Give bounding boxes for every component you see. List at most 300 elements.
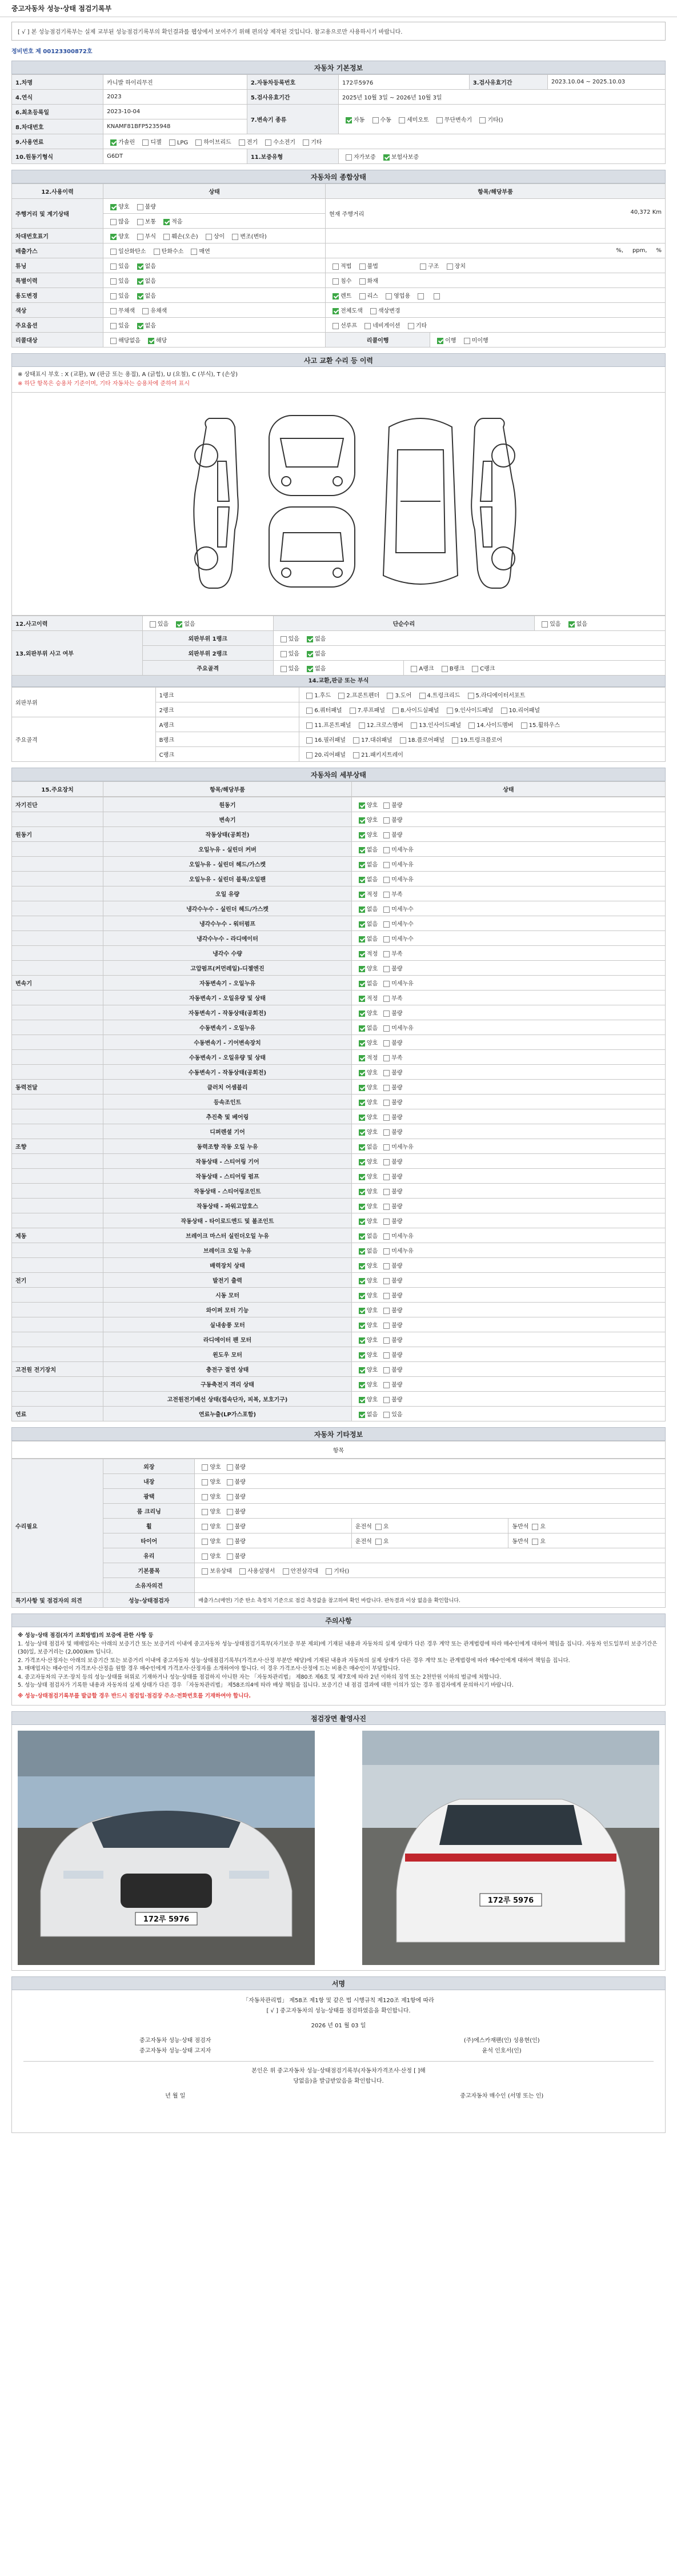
option-label: 미세누유	[391, 981, 414, 987]
checkbox[interactable]	[383, 1115, 390, 1121]
checkbox[interactable]	[137, 234, 143, 240]
checkbox[interactable]	[383, 1055, 390, 1061]
car-left-side	[194, 418, 238, 588]
checkbox[interactable]	[202, 1524, 208, 1530]
checkbox[interactable]	[359, 1174, 365, 1180]
checkbox[interactable]	[383, 1263, 390, 1269]
option-label: 불량	[391, 1100, 403, 1106]
checkbox[interactable]	[359, 1293, 365, 1299]
checkbox[interactable]	[442, 666, 448, 672]
checkbox[interactable]	[154, 249, 160, 255]
checkbox[interactable]	[307, 651, 313, 657]
checkbox[interactable]	[359, 951, 365, 957]
checkbox[interactable]	[359, 278, 366, 285]
option-label: 장치	[454, 263, 466, 270]
checkbox[interactable]	[227, 1539, 233, 1545]
option-label: 불량	[391, 1189, 403, 1195]
option-label: 미세누유	[391, 877, 414, 883]
checkbox[interactable]	[232, 234, 238, 240]
checkbox[interactable]	[359, 966, 365, 972]
detail-group-label	[12, 1020, 103, 1035]
checkbox[interactable]	[359, 1040, 365, 1047]
checkbox[interactable]	[383, 1412, 390, 1418]
checkbox[interactable]	[202, 1494, 208, 1500]
pos-label: 운전석	[355, 1524, 372, 1530]
check-number-value: 00123300872호	[43, 49, 93, 55]
option-label: 양호	[366, 1219, 378, 1225]
checkbox[interactable]	[359, 1367, 365, 1373]
checkbox[interactable]	[383, 1382, 390, 1388]
option-label: 적정	[366, 892, 378, 898]
option-label: 미세누유	[391, 1233, 414, 1240]
checkbox[interactable]	[447, 708, 453, 714]
checkbox[interactable]	[359, 1219, 365, 1225]
checkbox[interactable]	[383, 1011, 390, 1017]
option-label: 없음	[366, 981, 378, 987]
checkbox[interactable]	[383, 1248, 390, 1255]
option-label: 불량	[234, 1464, 246, 1471]
checkbox[interactable]	[437, 338, 443, 344]
checkbox[interactable]	[191, 249, 197, 255]
detail-group-label	[12, 812, 103, 827]
checkbox[interactable]	[346, 154, 352, 161]
checkbox[interactable]	[359, 1100, 365, 1106]
option-label: 적정	[366, 1055, 378, 1061]
checkbox[interactable]	[383, 847, 390, 853]
checkbox[interactable]	[383, 951, 390, 957]
checkbox[interactable]	[479, 117, 486, 123]
checkbox[interactable]	[359, 1308, 365, 1314]
option-detail	[326, 318, 666, 333]
checkbox[interactable]	[375, 1539, 382, 1545]
checkbox[interactable]	[359, 996, 365, 1002]
checkbox[interactable]	[383, 892, 390, 898]
checkbox[interactable]	[372, 117, 379, 123]
checkbox[interactable]	[383, 1025, 390, 1032]
checkbox[interactable]	[110, 139, 117, 146]
section-caution: 주의사항	[11, 1614, 666, 1627]
checkbox[interactable]	[383, 1100, 390, 1106]
checkbox[interactable]	[542, 621, 548, 628]
option-options	[103, 318, 326, 333]
detail-item-status	[351, 1199, 665, 1213]
checkbox[interactable]	[206, 234, 212, 240]
checkbox[interactable]	[383, 1204, 390, 1210]
checkbox[interactable]	[359, 1144, 365, 1151]
sign-line-3: 본인은 위 중고자동차 성능·상태점검기록부(자동차가격조사·산정 [ ]해	[251, 2068, 426, 2074]
checkbox[interactable]	[239, 139, 245, 146]
sign-notice-label: 중고자동차 성능·상태 고지자	[139, 2048, 211, 2054]
checkbox[interactable]	[568, 621, 575, 628]
checkbox[interactable]	[501, 708, 507, 714]
checkbox[interactable]	[359, 981, 365, 987]
checkbox[interactable]	[359, 722, 365, 729]
checkbox[interactable]	[359, 1115, 365, 1121]
checkbox[interactable]	[333, 278, 339, 285]
checkbox[interactable]	[383, 1397, 390, 1403]
checkbox[interactable]	[281, 666, 287, 672]
checkbox[interactable]	[333, 308, 339, 314]
checkbox[interactable]	[386, 293, 392, 299]
checkbox[interactable]	[202, 1539, 208, 1545]
checkbox[interactable]	[359, 1070, 365, 1076]
option-label: 부족	[391, 996, 403, 1002]
checkbox[interactable]	[359, 877, 365, 883]
checkbox[interactable]	[383, 1040, 390, 1047]
checkbox[interactable]	[364, 323, 371, 329]
performance-opinion-label: 성능·상태점검자	[103, 1593, 195, 1608]
checkbox[interactable]	[265, 139, 271, 146]
checkbox[interactable]	[306, 722, 313, 729]
detail-row	[12, 961, 666, 976]
checkbox[interactable]	[383, 154, 390, 161]
checkbox[interactable]	[468, 722, 475, 729]
checkbox[interactable]	[359, 1085, 365, 1091]
pos-label: 동반석	[512, 1524, 529, 1530]
checkbox[interactable]	[142, 139, 149, 146]
accident-legend	[11, 367, 666, 393]
checkbox[interactable]	[353, 737, 359, 744]
checkbox[interactable]	[383, 966, 390, 972]
option-label: 양호	[366, 966, 378, 972]
option-label: 없음	[145, 278, 156, 285]
basic-info-table	[11, 74, 666, 164]
checkbox[interactable]	[383, 1367, 390, 1373]
checkbox[interactable]	[383, 1144, 390, 1151]
checkbox[interactable]	[359, 1323, 365, 1329]
checkbox[interactable]	[137, 278, 143, 285]
checkbox[interactable]	[346, 117, 352, 123]
detail-item-status	[351, 857, 665, 872]
checkbox[interactable]	[338, 693, 344, 699]
option-label: 기타	[311, 139, 322, 146]
checkbox[interactable]	[202, 1553, 208, 1560]
checkbox[interactable]	[468, 693, 474, 699]
checkbox[interactable]	[359, 1337, 365, 1344]
checkbox[interactable]	[411, 722, 417, 729]
exchange-table	[11, 687, 666, 762]
checkbox[interactable]	[110, 249, 117, 255]
detail-group-label: 연료	[12, 1407, 103, 1421]
etc-table	[11, 1441, 666, 1459]
outer-rank2-options	[273, 646, 665, 661]
accident-table	[11, 616, 666, 676]
checkbox[interactable]	[359, 1248, 365, 1255]
detail-item-label: 자동변속기 - 오일유량 및 상태	[103, 991, 352, 1005]
checkbox[interactable]	[227, 1553, 233, 1560]
checkbox[interactable]	[359, 1382, 365, 1388]
checkbox[interactable]	[408, 323, 414, 329]
option-label: 리스	[367, 293, 378, 299]
option-label: 불량	[145, 204, 156, 210]
checkbox[interactable]	[383, 1219, 390, 1225]
checkbox[interactable]	[353, 752, 359, 758]
checkbox[interactable]	[110, 323, 117, 329]
check-number	[11, 46, 666, 55]
checkbox[interactable]	[303, 139, 309, 146]
checkbox[interactable]	[452, 737, 458, 744]
checkbox[interactable]	[306, 737, 313, 744]
checkbox[interactable]	[333, 293, 339, 299]
detail-item-label: 자동변속기 - 작동상태(공회전)	[103, 1005, 352, 1020]
checkbox[interactable]	[202, 1568, 208, 1575]
checkbox[interactable]	[383, 1278, 390, 1284]
main-frame-label: 주요골격	[142, 661, 273, 676]
checkbox[interactable]	[333, 323, 339, 329]
option-label: 양호	[366, 1367, 378, 1373]
checkbox[interactable]	[532, 1539, 538, 1545]
warranty-label: 11.보증유형	[247, 149, 338, 164]
checkbox[interactable]	[383, 862, 390, 868]
checkbox[interactable]	[137, 323, 143, 329]
option-label: 불량	[391, 1397, 403, 1403]
etc-parts-table	[11, 1459, 666, 1608]
checkbox[interactable]	[359, 1204, 365, 1210]
option-label: C랭크	[480, 666, 495, 672]
checkbox[interactable]	[110, 278, 117, 285]
vin-mark-options	[103, 229, 326, 243]
checkbox[interactable]	[375, 1524, 382, 1530]
checkbox[interactable]	[359, 1397, 365, 1403]
detail-group-label	[12, 991, 103, 1005]
checkbox[interactable]	[359, 847, 365, 853]
checkbox[interactable]	[383, 996, 390, 1002]
checkbox[interactable]	[195, 139, 202, 146]
checkbox[interactable]	[202, 1509, 208, 1515]
checkbox[interactable]	[142, 308, 149, 314]
detail-group-label	[12, 946, 103, 961]
option-label: 양호	[366, 1323, 378, 1329]
checkbox[interactable]	[281, 651, 287, 657]
checkbox[interactable]	[283, 1568, 289, 1575]
option-label: 16.필러패널	[314, 737, 346, 744]
checkbox[interactable]	[326, 1568, 332, 1575]
checkbox[interactable]	[359, 1129, 365, 1136]
checkbox[interactable]	[163, 219, 170, 225]
detail-item-status	[351, 976, 665, 991]
option-label: 3.도어	[395, 693, 412, 699]
car-rear-photo	[362, 1731, 659, 1965]
checkbox[interactable]	[383, 802, 390, 809]
detail-item-status	[351, 1065, 665, 1080]
checkbox[interactable]	[202, 1464, 208, 1471]
detail-item-status	[351, 1213, 665, 1228]
option-label: 양호	[366, 1040, 378, 1047]
checkbox[interactable]	[419, 693, 426, 699]
outer-rank1-options	[273, 631, 665, 646]
detail-item-status	[351, 1303, 665, 1317]
checkbox[interactable]	[447, 263, 453, 270]
checkbox[interactable]	[110, 263, 117, 270]
checkbox[interactable]	[239, 1568, 246, 1575]
checkbox[interactable]	[227, 1479, 233, 1485]
checkbox[interactable]	[411, 666, 417, 672]
checkbox[interactable]	[359, 817, 365, 824]
checkbox[interactable]	[392, 708, 399, 714]
detail-row	[12, 1139, 666, 1154]
checkbox[interactable]	[359, 906, 365, 913]
checkbox[interactable]	[227, 1509, 233, 1515]
option-label: 불량	[391, 1174, 403, 1180]
checkbox[interactable]	[110, 293, 117, 299]
checkbox[interactable]	[532, 1524, 538, 1530]
checkbox[interactable]	[359, 1011, 365, 1017]
exterior-check-label: 13.외판부위 사고 여부	[12, 631, 143, 676]
option-label: 양호	[210, 1539, 221, 1545]
checkbox[interactable]	[464, 338, 470, 344]
checkbox[interactable]	[521, 722, 527, 729]
vin-value: KNAMF81BFP5235948	[103, 119, 247, 134]
checkbox[interactable]	[359, 1055, 365, 1061]
option-label: 무채색	[118, 308, 135, 314]
option-label: 요	[540, 1524, 546, 1530]
option-label: 디젤	[150, 139, 162, 146]
checkbox[interactable]	[333, 263, 339, 270]
checkbox[interactable]	[163, 234, 170, 240]
section-photos: 점검장면 촬영사진	[11, 1711, 666, 1725]
detail-row	[12, 1258, 666, 1273]
option-label: 11.프론트패널	[314, 722, 351, 729]
detail-group-label	[12, 1392, 103, 1407]
checkbox[interactable]	[359, 1025, 365, 1032]
checkbox[interactable]	[359, 1189, 365, 1195]
checkbox[interactable]	[227, 1464, 233, 1471]
checkbox[interactable]	[383, 1159, 390, 1165]
checkbox[interactable]	[148, 338, 154, 344]
checkbox[interactable]	[383, 1352, 390, 1359]
option-label: 양호	[366, 1352, 378, 1359]
checkbox[interactable]	[383, 1085, 390, 1091]
detail-group-label	[12, 1332, 103, 1347]
checkbox[interactable]	[359, 921, 365, 928]
checkbox[interactable]	[359, 1412, 365, 1418]
option-label: 없음	[366, 936, 378, 942]
option-label: 4.트렁크리드	[427, 693, 460, 699]
odometer-reading-value: 40,372 Km	[630, 209, 662, 215]
checkbox[interactable]	[359, 293, 366, 299]
checkbox[interactable]	[383, 936, 390, 942]
checkbox[interactable]	[110, 204, 117, 210]
checkbox[interactable]	[383, 1337, 390, 1344]
detail-item-label: 수동변속기 - 작동상태(공회전)	[103, 1065, 352, 1080]
checkbox[interactable]	[281, 636, 287, 642]
checkbox[interactable]	[399, 117, 405, 123]
checkbox[interactable]	[202, 1479, 208, 1485]
checkbox[interactable]	[383, 1070, 390, 1076]
checkbox[interactable]	[227, 1494, 233, 1500]
checkbox[interactable]	[383, 1129, 390, 1136]
checkbox[interactable]	[383, 877, 390, 883]
checkbox[interactable]	[383, 906, 390, 913]
detail-row	[12, 886, 666, 901]
checkbox[interactable]	[359, 892, 365, 898]
checkbox[interactable]	[383, 1293, 390, 1299]
checkbox[interactable]	[400, 737, 406, 744]
sign-line-4: 당없음)을 발급받았음을 확인합니다.	[293, 2078, 384, 2084]
checkbox[interactable]	[359, 263, 366, 270]
checkbox[interactable]	[420, 263, 426, 270]
option-label: B랭크	[449, 666, 464, 672]
checkbox[interactable]	[383, 817, 390, 824]
option-label: 없음	[366, 906, 378, 913]
checkbox[interactable]	[169, 139, 175, 146]
checkbox[interactable]	[383, 832, 390, 838]
checkbox[interactable]	[110, 308, 117, 314]
checkbox[interactable]	[359, 1159, 365, 1165]
option-label: 해당없음	[118, 338, 141, 344]
checkbox[interactable]	[359, 802, 365, 809]
checkbox[interactable]	[137, 219, 143, 225]
option-label: 해당	[155, 338, 167, 344]
checkbox[interactable]	[370, 308, 376, 314]
checkbox[interactable]	[137, 293, 143, 299]
checkbox[interactable]	[110, 234, 117, 240]
checkbox[interactable]	[383, 1323, 390, 1329]
checkbox[interactable]	[387, 693, 393, 699]
option-label: 수동	[380, 117, 391, 123]
option-label: 불량	[391, 1204, 403, 1210]
checkbox[interactable]	[418, 293, 424, 299]
checkbox[interactable]	[359, 862, 365, 868]
checkbox[interactable]	[306, 708, 313, 714]
checkbox[interactable]	[306, 693, 313, 699]
checkbox[interactable]	[176, 621, 182, 628]
checkbox[interactable]	[434, 293, 440, 299]
checkbox[interactable]	[359, 832, 365, 838]
checkbox[interactable]	[110, 219, 117, 225]
checkbox[interactable]	[359, 936, 365, 942]
option-label: 불량	[391, 1159, 403, 1165]
checkbox[interactable]	[350, 708, 356, 714]
checkbox[interactable]	[359, 1352, 365, 1359]
checkbox[interactable]	[359, 1278, 365, 1284]
checkbox[interactable]	[383, 921, 390, 928]
checkbox[interactable]	[150, 621, 156, 628]
detail-row	[12, 991, 666, 1005]
checkbox[interactable]	[436, 117, 443, 123]
checkbox[interactable]	[307, 636, 313, 642]
checkbox[interactable]	[472, 666, 478, 672]
checkbox[interactable]	[383, 1189, 390, 1195]
checkbox[interactable]	[137, 204, 143, 210]
detail-item-label: 고압펌프(커먼레일)-디젤엔진	[103, 961, 352, 976]
option-label: 양호	[366, 1263, 378, 1269]
detail-row	[12, 976, 666, 991]
rank-c-label: C랭크	[155, 747, 299, 762]
option-label: A랭크	[419, 666, 434, 672]
engine-label: 10.원동기형식	[12, 149, 103, 164]
checkbox[interactable]	[383, 1233, 390, 1240]
checkbox[interactable]	[110, 338, 117, 344]
odometer-status	[103, 199, 326, 214]
checkbox[interactable]	[383, 1308, 390, 1314]
etc-row-gloss: 광택	[103, 1489, 195, 1504]
checkbox[interactable]	[137, 263, 143, 270]
option-label: 자동	[353, 117, 365, 123]
checkbox[interactable]	[306, 752, 313, 758]
checkbox[interactable]	[227, 1524, 233, 1530]
option-label: 보유상태	[210, 1568, 232, 1575]
detail-group-label	[12, 857, 103, 872]
option-label: 매연	[199, 249, 210, 255]
checkbox[interactable]	[359, 1263, 365, 1269]
checkbox[interactable]	[383, 1174, 390, 1180]
detail-group-label: 전기	[12, 1273, 103, 1288]
checkbox[interactable]	[307, 666, 313, 672]
checkbox[interactable]	[383, 981, 390, 987]
detail-group-label	[12, 961, 103, 976]
checkbox[interactable]	[359, 1233, 365, 1240]
